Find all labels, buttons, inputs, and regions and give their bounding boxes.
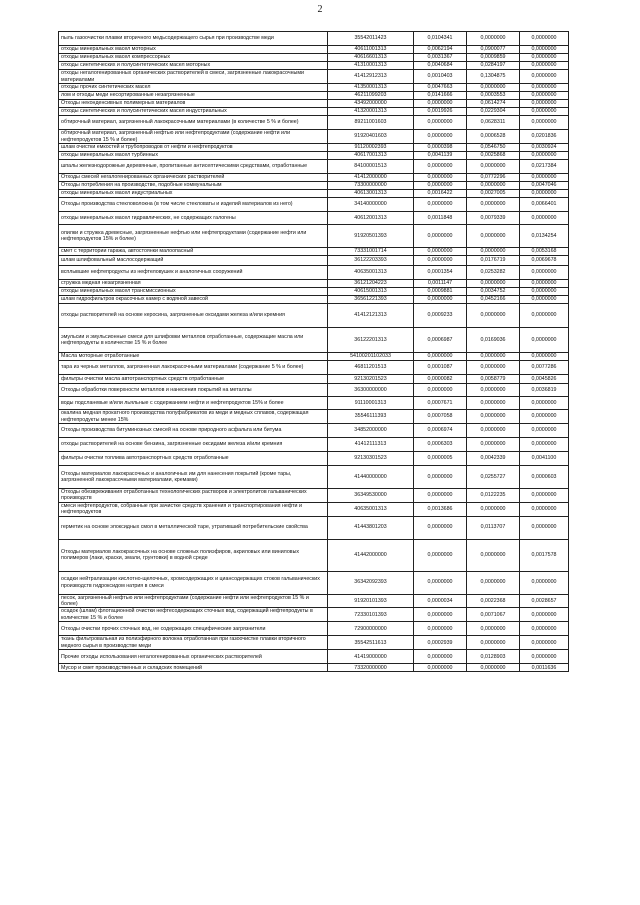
waste-name-cell: отходы минеральных масел компрессорных (59, 54, 328, 62)
table-row (59, 182, 569, 190)
waste-name-cell: Мусор и смет производственных и складских помещений (59, 664, 328, 672)
waste-code-cell: 73320000000 (328, 664, 414, 672)
value-2-cell: 0,0000000 (467, 397, 520, 410)
page-number: 2 (317, 4, 323, 15)
table-row (59, 650, 569, 664)
value-2-cell: 0,0000000 (467, 539, 520, 571)
value-1-cell: 0,0040684 (414, 62, 467, 70)
value-3-cell: 0,0000000 (520, 489, 569, 503)
table-row (59, 225, 569, 248)
table-row (59, 410, 569, 424)
waste-code-cell: 41419000000 (328, 650, 414, 664)
value-1-cell: 0,0041139 (414, 152, 467, 160)
table-row (59, 54, 569, 62)
waste-code-cell: 40612001313 (328, 212, 414, 225)
table-row (59, 288, 569, 296)
table-row (59, 438, 569, 452)
waste-code-cell: 35542011423 (328, 32, 414, 46)
waste-name-cell: пыль газоочистки плавки вторичного медьсодержащего сырья при производстве меди (59, 32, 328, 46)
value-1-cell: 0,0011147 (414, 280, 467, 288)
waste-name-cell: Прочие отходы использования негалогенированных органических растворителей (59, 650, 328, 664)
value-1-cell: 0,0000000 (414, 174, 467, 182)
value-3-cell: 0,0000000 (520, 410, 569, 424)
waste-name-cell: шпалы железнодорожные деревянные, пропитанные антисептическими средствами, отработанные (59, 160, 328, 174)
value-2-cell: 0,0000000 (467, 384, 520, 397)
waste-name-cell: Отходы потребления на производстве, подобные коммунальным (59, 182, 328, 190)
table-row (59, 353, 569, 361)
table-row (59, 571, 569, 594)
value-3-cell: 0,0000000 (520, 650, 569, 664)
value-3-cell: 0,0000000 (520, 608, 569, 622)
value-3-cell: 0,0066401 (520, 198, 569, 212)
waste-code-cell: 36561221393 (328, 296, 414, 304)
value-3-cell: 0,0000000 (520, 397, 569, 410)
value-2-cell: 0,0042339 (467, 452, 520, 466)
value-3-cell: 0,0000000 (520, 280, 569, 288)
value-3-cell: 0,0000000 (520, 424, 569, 438)
waste-name-cell: отходы растворителей на основе бензина, загрязненные оксидами железа и/или кремния (59, 438, 328, 452)
waste-name-cell: тара из черных металлов, загрязненная лакокрасочными материалами (содержание 5 % и более) (59, 361, 328, 375)
value-3-cell: 0,0000000 (520, 516, 569, 539)
waste-code-cell: 34852000000 (328, 424, 414, 438)
value-2-cell: 0,0113707 (467, 516, 520, 539)
value-1-cell: 0,0006303 (414, 438, 467, 452)
value-3-cell: 0,0000000 (520, 92, 569, 100)
waste-code-cell: 35542511613 (328, 636, 414, 650)
waste-code-cell: 54100201102033 (328, 353, 414, 361)
value-2-cell: 0,0128903 (467, 650, 520, 664)
value-2-cell: 0,1304875 (467, 70, 520, 84)
value-3-cell: 0,0036819 (520, 384, 569, 397)
value-1-cell: 0,0001087 (414, 361, 467, 375)
value-1-cell: 0,0000000 (414, 664, 467, 672)
value-2-cell: 0,0176719 (467, 256, 520, 266)
value-3-cell: 0,0011636 (520, 664, 569, 672)
value-3-cell: 0,0000000 (520, 622, 569, 636)
value-2-cell: 0,0000000 (467, 502, 520, 516)
waste-name-cell: опилки и стружка древесные, загрязненные нефтью или нефтепродуктами (содержание нефти или нефтепродуктов 15% и более) (59, 225, 328, 248)
value-3-cell: 0,0045826 (520, 375, 569, 384)
waste-code-cell: 40617001313 (328, 152, 414, 160)
value-2-cell: 0,0000000 (467, 636, 520, 650)
value-1-cell: 0,0000000 (414, 225, 467, 248)
value-1-cell: 0,0000082 (414, 375, 467, 384)
waste-code-cell: 36349530000 (328, 489, 414, 503)
value-1-cell: 0,0000000 (414, 608, 467, 622)
value-3-cell: 0,0000000 (520, 116, 569, 130)
waste-name-cell: эмульсии и эмульсионные смеси для шлифовки металлов отработанные, содержащие масла или нефтепродукты в количестве 15 % и более (59, 328, 328, 353)
waste-name-cell: Отходы очистки прочих сточных вод, не содержащих специфические загрязнители (59, 622, 328, 636)
waste-name-cell: песок, загрязненный нефтью или нефтепродуктами (содержание нефти или нефтепродуктов 15 % и более) (59, 594, 328, 608)
waste-name-cell: осадок (шлам) флотационной очистки нефтесодержащих сточных вод, содержащий нефтепродукты в количестве 15 % и более (59, 608, 328, 622)
value-2-cell: 0,0022368 (467, 594, 520, 608)
value-3-cell: 0,0000000 (520, 266, 569, 280)
waste-name-cell: отходы прочих синтетических масел (59, 84, 328, 92)
value-3-cell: 0,0047046 (520, 182, 569, 190)
waste-code-cell: 41350001313 (328, 84, 414, 92)
waste-code-cell: 41440000000 (328, 466, 414, 489)
waste-code-cell: 41412912313 (328, 70, 414, 84)
value-1-cell: 0,0000000 (414, 622, 467, 636)
value-3-cell: 0,0000000 (520, 296, 569, 304)
value-2-cell: 0,0772296 (467, 174, 520, 182)
table-row (59, 100, 569, 108)
value-1-cell: 0,0000000 (414, 571, 467, 594)
value-3-cell: 0,0000000 (520, 571, 569, 594)
table-row (59, 160, 569, 174)
table-row (59, 256, 569, 266)
waste-name-cell: шлам очистки емкостей и трубопроводов от нефти и нефтепродуктов (59, 144, 328, 152)
value-1-cell: 0,0000000 (414, 539, 467, 571)
value-2-cell: 0,0452166 (467, 296, 520, 304)
value-2-cell: 0,0000000 (467, 664, 520, 672)
table-row (59, 594, 569, 608)
value-2-cell: 0,0000000 (467, 32, 520, 46)
value-2-cell: 0,0253282 (467, 266, 520, 280)
value-3-cell: 0,0000000 (520, 32, 569, 46)
value-1-cell: 0,0031367 (414, 54, 467, 62)
value-3-cell: 0,0041100 (520, 452, 569, 466)
waste-code-cell: 36121204223 (328, 280, 414, 288)
value-1-cell: 0,0000005 (414, 452, 467, 466)
value-2-cell: 0,0027005 (467, 190, 520, 198)
value-1-cell: 0,0001354 (414, 266, 467, 280)
waste-name-cell: отходы минеральных масел моторных (59, 46, 328, 54)
waste-name-cell: окалина медная прокатного производства полуфабрикатов из меди и медных сплавов, содержащая нефтепродукты менее 15% (59, 410, 328, 424)
value-1-cell: 0,0016422 (414, 190, 467, 198)
value-1-cell: 0,0000000 (414, 256, 467, 266)
waste-table-body (59, 32, 569, 672)
table-row (59, 84, 569, 92)
table-row (59, 108, 569, 116)
waste-code-cell: 92130301523 (328, 452, 414, 466)
waste-code-cell: 84100001513 (328, 160, 414, 174)
value-3-cell: 0,0053168 (520, 248, 569, 256)
value-1-cell: 0,0000000 (414, 296, 467, 304)
value-2-cell: 0,0000000 (467, 304, 520, 328)
value-1-cell: 0,0000034 (414, 594, 467, 608)
waste-code-cell: 91920401603 (328, 130, 414, 144)
table-row (59, 70, 569, 84)
value-3-cell: 0,0069678 (520, 256, 569, 266)
table-row (59, 248, 569, 256)
value-2-cell: 0,0000000 (467, 424, 520, 438)
value-2-cell: 0,0000000 (467, 438, 520, 452)
waste-name-cell: обтирочный материал, загрязненный лакокрасочными материалами (в количестве 5 % и более) (59, 116, 328, 130)
waste-name-cell: осадки нейтрализации кислотно-щелочных, хромсодержащих и циансодержащих стоков гальванических производств гидроксидом натрия в смеси (59, 571, 328, 594)
value-1-cell: 0,0000000 (414, 489, 467, 503)
waste-code-cell: 43492000000 (328, 100, 414, 108)
table-row (59, 328, 569, 353)
waste-name-cell: Отходы обезвреживания отработанных технологических растворов и электролитов гальванических производств (59, 489, 328, 503)
value-2-cell: 0,0000000 (467, 353, 520, 361)
table-row (59, 212, 569, 225)
value-3-cell: 0,0000000 (520, 304, 569, 328)
waste-name-cell: отходы синтетических и полусинтетических масел индустриальных (59, 108, 328, 116)
value-1-cell: 0,0000000 (414, 116, 467, 130)
waste-code-cell: 92130201523 (328, 375, 414, 384)
value-1-cell: 0,0007671 (414, 397, 467, 410)
value-1-cell: 0,0000000 (414, 100, 467, 108)
table-row (59, 198, 569, 212)
waste-code-cell: 40635001313 (328, 266, 414, 280)
waste-name-cell: шлам шлифовальный маслосодержащий (59, 256, 328, 266)
table-row (59, 636, 569, 650)
waste-code-cell: 36300000000 (328, 384, 414, 397)
value-3-cell: 0,0201836 (520, 130, 569, 144)
value-3-cell: 0,0000000 (520, 100, 569, 108)
table-row (59, 516, 569, 539)
value-2-cell: 0,0009859 (467, 54, 520, 62)
waste-code-cell: 40616601313 (328, 54, 414, 62)
value-2-cell: 0,0169036 (467, 328, 520, 353)
waste-code-cell: 91920501393 (328, 225, 414, 248)
value-2-cell: 0,0006528 (467, 130, 520, 144)
value-2-cell: 0,0000000 (467, 84, 520, 92)
value-2-cell: 0,0000000 (467, 198, 520, 212)
waste-code-cell: 36122201313 (328, 328, 414, 353)
waste-name-cell: отходы растворителей на основе керосина, загрязненные оксидами железа и/или кремния (59, 304, 328, 328)
table-row (59, 489, 569, 503)
value-2-cell: 0,0000000 (467, 248, 520, 256)
value-1-cell: 0,0006974 (414, 424, 467, 438)
waste-code-cell: 41320001313 (328, 108, 414, 116)
value-3-cell: 0,0000000 (520, 288, 569, 296)
value-2-cell: 0,0000000 (467, 571, 520, 594)
table-row (59, 622, 569, 636)
waste-code-cell: 41310001313 (328, 62, 414, 70)
waste-name-cell: Отходы смесей негалогенированных органических растворителей (59, 174, 328, 182)
waste-name-cell: отходы синтетических и полусинтетических масел моторных (59, 62, 328, 70)
value-3-cell: 0,0000000 (520, 108, 569, 116)
table-row (59, 664, 569, 672)
table-row (59, 397, 569, 410)
waste-name-cell: обтирочный материал, загрязненный нефтью или нефтепродуктами (содержание нефти или нефтепродуктов 15 % и более) (59, 130, 328, 144)
waste-name-cell: Отходы неконденсивных полимерных материалов (59, 100, 328, 108)
waste-name-cell: отходы минеральных масел трансмиссионных (59, 288, 328, 296)
waste-code-cell: 40615001313 (328, 288, 414, 296)
value-3-cell: 0,0134254 (520, 225, 569, 248)
waste-name-cell: стружка медная незагрязненная (59, 280, 328, 288)
value-3-cell: 0,0000000 (520, 152, 569, 160)
waste-name-cell: отходы минеральных масел турбинных (59, 152, 328, 160)
value-3-cell: 0,0028657 (520, 594, 569, 608)
value-2-cell: 0,0000000 (467, 622, 520, 636)
table-row (59, 62, 569, 70)
table-row (59, 296, 569, 304)
value-3-cell: 0,0000603 (520, 466, 569, 489)
value-3-cell: 0,0000000 (520, 328, 569, 353)
waste-code-cell: 35546111393 (328, 410, 414, 424)
table-row (59, 92, 569, 100)
value-2-cell: 0,0122235 (467, 489, 520, 503)
waste-name-cell: Отходы производства стекловолокна (в том числе стекловаты и изделий материалов из него) (59, 198, 328, 212)
value-1-cell: 0,0006987 (414, 328, 467, 353)
value-1-cell: 0,0000000 (414, 384, 467, 397)
waste-code-cell: 89211001603 (328, 116, 414, 130)
value-2-cell: 0,0058779 (467, 375, 520, 384)
value-3-cell: 0,0000000 (520, 174, 569, 182)
waste-name-cell: всплывшие нефтепродукты из нефтеловушек и аналогичных сооружений (59, 266, 328, 280)
waste-table (58, 31, 569, 672)
value-3-cell: 0,0000000 (520, 438, 569, 452)
value-1-cell: 0,0000000 (414, 182, 467, 190)
waste-code-cell: 41412111313 (328, 438, 414, 452)
value-2-cell: 0,0614274 (467, 100, 520, 108)
waste-name-cell: Отходы материалов лакокрасочных и аналогичных им для нанесения покрытий (кроме тары, загрязненной лакокрасочными материалами, кремами) (59, 466, 328, 489)
value-3-cell: 0,0000000 (520, 353, 569, 361)
table-row (59, 152, 569, 160)
value-3-cell: 0,0217384 (520, 160, 569, 174)
table-row (59, 539, 569, 571)
waste-code-cell: 73331001714 (328, 248, 414, 256)
value-1-cell: 0,0000000 (414, 353, 467, 361)
waste-code-cell: 34140000000 (328, 198, 414, 212)
value-2-cell: 0,0000000 (467, 160, 520, 174)
waste-name-cell: лом и отходы меди несортированные незагрязненные (59, 92, 328, 100)
table-row (59, 304, 569, 328)
value-3-cell: 0,0017578 (520, 539, 569, 571)
value-1-cell: 0,0009233 (414, 304, 467, 328)
value-2-cell: 0,0900077 (467, 46, 520, 54)
value-3-cell: 0,0000000 (520, 636, 569, 650)
table-row (59, 130, 569, 144)
table-row (59, 384, 569, 397)
table-row (59, 502, 569, 516)
value-1-cell: 0,0011848 (414, 212, 467, 225)
waste-name-cell: смет с территории гаража, автостоянки малоопасный (59, 248, 328, 256)
waste-name-cell: шлам гидрофильтров окрасочных камер с водяной завесой (59, 296, 328, 304)
waste-name-cell: фильтры очистки топлива автотранспортных средств отработанные (59, 452, 328, 466)
waste-code-cell: 41443801203 (328, 516, 414, 539)
waste-name-cell: Отходы обработки поверхности металлов и нанесения покрытий на металлы (59, 384, 328, 397)
waste-code-cell: 91120002393 (328, 144, 414, 152)
value-2-cell: 0,0628311 (467, 116, 520, 130)
value-3-cell: 0,0000000 (520, 190, 569, 198)
table-row (59, 46, 569, 54)
waste-code-cell: 36342092393 (328, 571, 414, 594)
table-row (59, 452, 569, 466)
value-1-cell: 0,0141666 (414, 92, 467, 100)
waste-code-cell: 91110001313 (328, 397, 414, 410)
value-1-cell: 0,0000000 (414, 198, 467, 212)
value-2-cell: 0,0229304 (467, 108, 520, 116)
table-row (59, 608, 569, 622)
waste-code-cell: 91920101393 (328, 594, 414, 608)
value-1-cell: 0,0000000 (414, 650, 467, 664)
value-2-cell: 0,0034752 (467, 288, 520, 296)
value-1-cell: 0,0000398 (414, 144, 467, 152)
waste-name-cell: Масла моторные отработанные (59, 353, 328, 361)
value-1-cell: 0,0000000 (414, 130, 467, 144)
waste-name-cell: Отходы производства битуминозных смесей на основе природного асфальта или битума (59, 424, 328, 438)
value-2-cell: 0,0000000 (467, 361, 520, 375)
table-row (59, 190, 569, 198)
value-2-cell: 0,0000000 (467, 182, 520, 190)
value-1-cell: 0,0000000 (414, 248, 467, 256)
waste-code-cell: 41412000000 (328, 174, 414, 182)
value-2-cell: 0,0071067 (467, 608, 520, 622)
value-1-cell: 0,0104341 (414, 32, 467, 46)
waste-code-cell: 40611001313 (328, 46, 414, 54)
waste-name-cell: герметик на основе эпоксидных смол в металлической таре, утративший потребительские свойства (59, 516, 328, 539)
table-row (59, 116, 569, 130)
waste-code-cell: 72900000000 (328, 622, 414, 636)
value-2-cell: 0,0000000 (467, 225, 520, 248)
value-1-cell: 0,0062194 (414, 46, 467, 54)
value-2-cell: 0,0003553 (467, 92, 520, 100)
value-3-cell: 0,0077286 (520, 361, 569, 375)
table-row (59, 361, 569, 375)
value-3-cell: 0,0000000 (520, 70, 569, 84)
table-row (59, 174, 569, 182)
waste-code-cell: 46211099203 (328, 92, 414, 100)
value-1-cell: 0,0013686 (414, 502, 467, 516)
value-2-cell: 0,0025868 (467, 152, 520, 160)
value-3-cell: 0,0000000 (520, 46, 569, 54)
waste-name-cell: отходы негалогенированных органических растворителей в смеси, загрязненные лакокрасочными материалами (59, 70, 328, 84)
value-3-cell: 0,0000000 (520, 212, 569, 225)
table-row (59, 32, 569, 46)
table-row (59, 375, 569, 384)
value-3-cell: 0,0000000 (520, 62, 569, 70)
value-3-cell: 0,0000000 (520, 502, 569, 516)
value-2-cell: 0,0284197 (467, 62, 520, 70)
value-1-cell: 0,0007058 (414, 410, 467, 424)
table-row (59, 266, 569, 280)
value-3-cell: 0,0030924 (520, 144, 569, 152)
value-1-cell: 0,0019926 (414, 108, 467, 116)
value-3-cell: 0,0000000 (520, 84, 569, 92)
value-2-cell: 0,0000000 (467, 410, 520, 424)
waste-code-cell: 72330101393 (328, 608, 414, 622)
value-1-cell: 0,0047663 (414, 84, 467, 92)
table-row (59, 280, 569, 288)
value-2-cell: 0,0079339 (467, 212, 520, 225)
waste-name-cell: фильтры очистки масла автотранспортных средств отработанные (59, 375, 328, 384)
value-2-cell: 0,0546750 (467, 144, 520, 152)
value-1-cell: 0,0009881 (414, 288, 467, 296)
value-2-cell: 0,0000000 (467, 280, 520, 288)
waste-name-cell: Отходы материалов лакокрасочных на основе сложных полиэфиров, акриловых или виниловых полимеров (лаки, краски, эмали, грунтовки) в водной среде (59, 539, 328, 571)
waste-code-cell: 40635001313 (328, 502, 414, 516)
value-1-cell: 0,0000000 (414, 516, 467, 539)
value-2-cell: 0,0255727 (467, 466, 520, 489)
value-1-cell: 0,0000000 (414, 160, 467, 174)
table-row (59, 424, 569, 438)
waste-name-cell: воды подсланевые и/или льяльные с содержанием нефти и нефтепродуктов 15% и более (59, 397, 328, 410)
value-1-cell: 0,0010403 (414, 70, 467, 84)
waste-name-cell: смеси нефтепродуктов, собранные при зачистке средств хранения и транспортирования нефти и нефтепродуктов (59, 502, 328, 516)
waste-code-cell: 41412121313 (328, 304, 414, 328)
waste-code-cell: 41442000000 (328, 539, 414, 571)
table-row (59, 144, 569, 152)
waste-code-cell: 40613001313 (328, 190, 414, 198)
value-1-cell: 0,0002939 (414, 636, 467, 650)
waste-code-cell: 36122203393 (328, 256, 414, 266)
waste-name-cell: отходы минеральных масел гидравлических, не содержащих галогены (59, 212, 328, 225)
waste-name-cell: ткань фильтровальная из полиэфирного волокна отработанная при газоочистке плавки вторичного медного сырья в производстве меди (59, 636, 328, 650)
waste-code-cell: 73300000000 (328, 182, 414, 190)
waste-name-cell: отходы минеральных масел индустриальных (59, 190, 328, 198)
value-3-cell: 0,0000000 (520, 54, 569, 62)
value-1-cell: 0,0000000 (414, 466, 467, 489)
table-row (59, 466, 569, 489)
waste-code-cell: 46811201513 (328, 361, 414, 375)
